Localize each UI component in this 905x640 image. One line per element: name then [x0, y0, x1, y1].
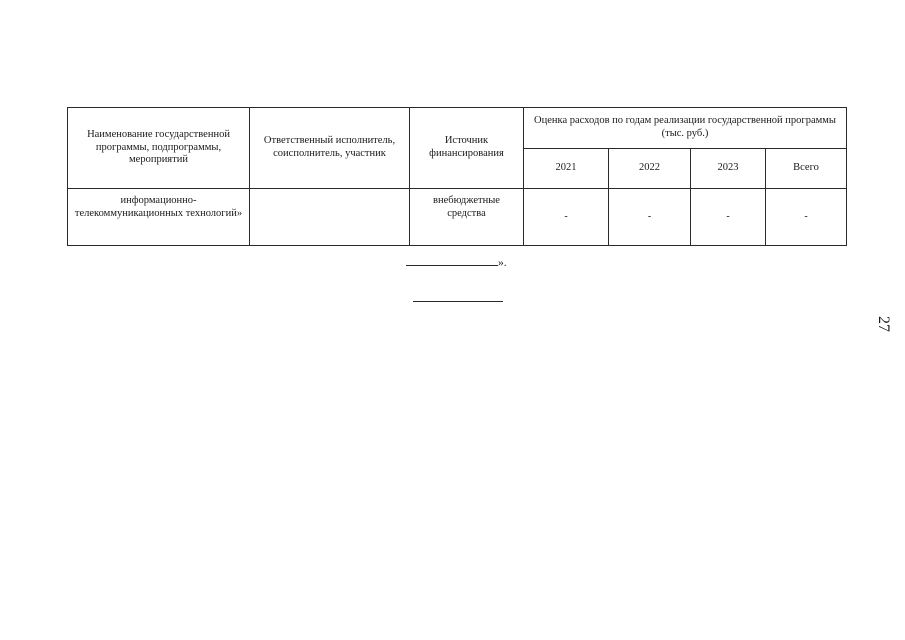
header-funding-source: Источник финансирования: [410, 108, 524, 189]
page-number: 27: [875, 316, 892, 332]
closing-line: [406, 253, 507, 269]
header-row-1: [68, 108, 847, 149]
table-row: [68, 189, 847, 246]
separator-line: [413, 301, 503, 302]
cell-value-2021: -: [524, 189, 609, 246]
cell-executor: [250, 189, 410, 246]
closing-quote: ».: [498, 257, 507, 269]
cell-value-total: -: [766, 189, 847, 246]
cell-funding-source: внебюджетные средства: [410, 189, 524, 246]
header-year-2023: 2023: [691, 149, 766, 189]
expenditure-table: [67, 107, 847, 246]
header-year-2021: 2021: [524, 149, 609, 189]
closing-underline: [406, 253, 498, 266]
cell-value-2023: -: [691, 189, 766, 246]
header-program-name: Наименование государственной программы, подпрограммы, мероприятий: [68, 108, 250, 189]
header-executor: Ответственный исполнитель, соисполнитель, участник: [250, 108, 410, 189]
header-total: Всего: [766, 149, 847, 189]
header-year-2022: 2022: [609, 149, 691, 189]
cell-program-name: информационно-телекоммуникационных технологий»: [68, 189, 250, 246]
cell-value-2022: -: [609, 189, 691, 246]
header-expense-estimate: Оценка расходов по годам реализации государственной программы (тыс. руб.): [524, 108, 847, 149]
